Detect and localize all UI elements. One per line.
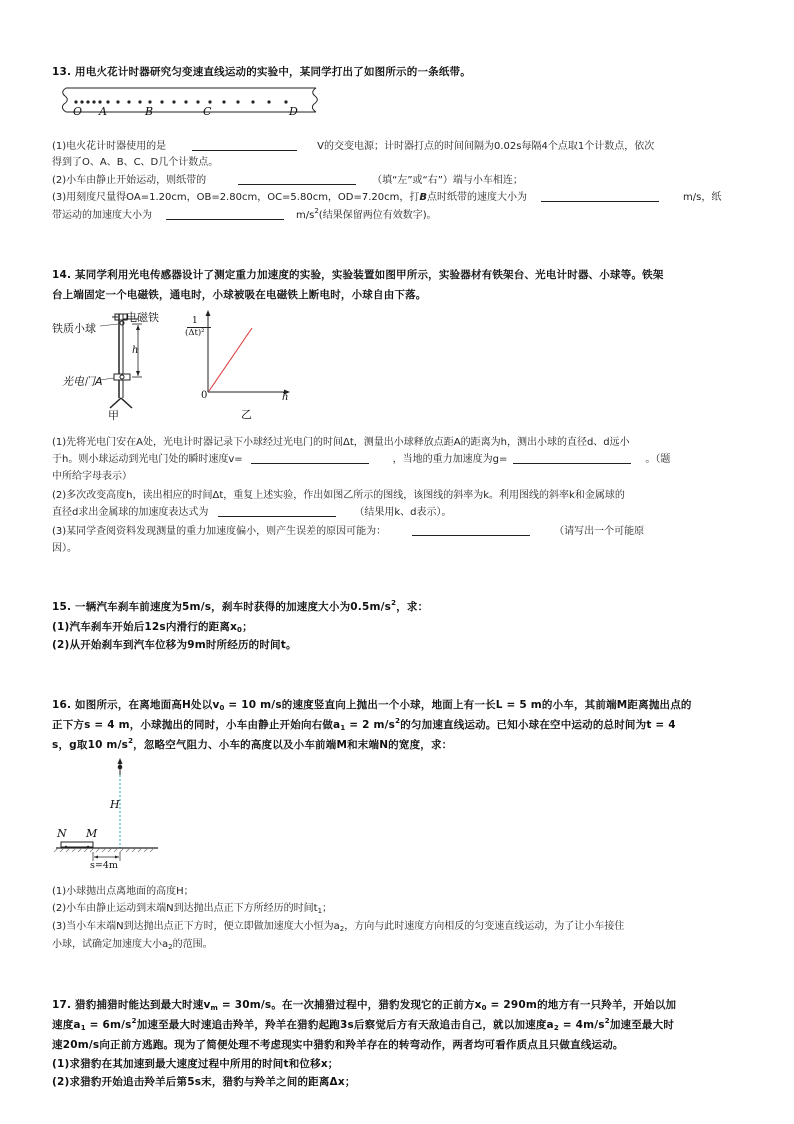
q16-line-2: 正下方s = 4 m，小球抛出的同时，小车由静止开始向右做$a_1 = 2$ $m/s^2$的匀加速直线运动。已知小球在空中运动的总时间为t = 4 <box>52 717 676 732</box>
graph-x-axis-label: h <box>282 392 289 403</box>
q13-line-4: (3)用刻度尺量得OA=1.20cm，OB=2.80cm，OC=5.80cm，OD=7.20cm，打B点时纸带的速度大小为 m/s，纸 <box>52 192 722 203</box>
q16-part-2: (2)小车由静止运动到末端N到达抛出点正下方所经历的时间$t_1$； <box>52 903 333 915</box>
distance-s-label: s=4m <box>90 860 118 871</box>
height-H-label: H <box>110 798 120 811</box>
q14-line-6: (3)某同学查阅资料发现测量的重力加速度偏小，则产生误差的原因可能为： （请写出一个可能原 <box>52 526 645 537</box>
figure-jia-label: 甲 <box>108 409 119 422</box>
q14-blank-velocity[interactable] <box>251 452 369 464</box>
tape-label-b: B <box>145 105 154 118</box>
q13-blank-acceleration[interactable] <box>166 208 284 220</box>
q17-line-1: 17. 猎豹捕猎时能达到最大时速$v_m = 30m/s$。在一次捕猎过程中，猎豹发现它的正前方$x_0 = 290m$的地方有一只羚羊，开始以加 <box>52 999 677 1012</box>
height-h-label: h <box>132 345 139 356</box>
electromagnet-label: 电磁铁 <box>126 311 159 324</box>
q13-blank-speed[interactable] <box>541 190 659 202</box>
q14-blank-reason[interactable] <box>412 524 530 536</box>
q14-title-1: 14. 某同学利用光电传感器设计了测定重力加速度的实验，实验装置如图甲所示，实验器材有铁架台、光电计时器、小球等。铁架 <box>52 269 664 281</box>
q13-title: 13. 用电火花计时器研究匀变速直线运动的实验中，某同学打出了如图所示的一条纸带。 <box>52 66 471 78</box>
q16-part-1: (1)小球抛出点离地面的高度H； <box>52 886 194 897</box>
q14-line-1: (1)先将光电门安在A处，光电计时器记录下小球经过光电门的时间Δt，测量出小球释放点距A的距离为h，测出小球的直径d、d远小 <box>52 437 630 448</box>
q13-blank-tape-end[interactable] <box>238 173 356 185</box>
q14-line-3: 中所给字母表示） <box>52 471 132 482</box>
q16-part-3: (3)当小车末端N到达抛出点正下方时，便立即做加速度大小恒为$a_2$，方向与此时速度方向相反的匀变速直线运动，为了让小车接住 <box>52 921 625 933</box>
figure-yi-label: 乙 <box>241 408 252 421</box>
graph-y-numerator: 1 <box>192 316 198 326</box>
cart-front-m-label: M <box>86 827 98 840</box>
q13-line-2: 得到了O、A、B、C、D几个计数点。 <box>52 157 219 168</box>
q14-line-2: 于h。则小球运动到光电门处的瞬时速度v= ，当地的重力加速度为g= 。（题 <box>52 454 671 465</box>
tape-label-o: O <box>73 105 83 118</box>
q16-line-3: s，g取10 $m/s^2$，忽略空气阻力、小车的高度以及小车前端M和末端N的宽度，求： <box>52 737 453 751</box>
q16-line-1: 16. 如图所示，在离地面高H处以$v_0 = 10$ m/s的速度竖直向上抛出一个小球，地面上有一长L = 5 m的小车，其前端M距离抛出点的 <box>52 699 692 712</box>
q13-line-1: (1)电火花计时器使用的是 V的交变电源；计时器打点的时间间隔为0.02s每隔4个点取1个计数点，依次 <box>52 141 655 152</box>
q14-blank-gravity[interactable] <box>513 452 631 464</box>
q17-line-2: 速度$a_1 = 6m/s^2$加速至最大时速追击羚羊，羚羊在猎豹起跑3s后察觉后方有天敌追击自己，就以加速度$a_2 = 4m/s^2$加速至最大时 <box>52 1017 675 1032</box>
q14-blank-expression[interactable] <box>218 505 336 517</box>
q15-part-1: (1)汽车刹车开始后12s内滑行的距离$x_0$； <box>52 621 253 634</box>
q13-line-3: (2)小车由静止开始运动，则纸带的 （填“左”或“右”）端与小车相连； <box>52 175 523 186</box>
q14-line-5: 直径d求出金属球的加速度表达式为 （结果用k、d表示）。 <box>52 507 452 518</box>
graph-y-denominator: (Δt)² <box>185 328 205 338</box>
tape-label-c: C <box>203 105 212 118</box>
q14-line-7: 因）。 <box>52 543 77 554</box>
tape-label-d: D <box>289 105 298 118</box>
q16-part-3-cont: 小球，试确定加速度大小$a_2$的范围。 <box>52 939 213 951</box>
photogate-label: 光电门A <box>62 375 103 388</box>
q14-title-2: 台上端固定一个电磁铁，通电时，小球被吸在电磁铁上断电时，小球自由下落。 <box>52 289 427 301</box>
iron-ball-label: 铁质小球 <box>52 322 96 335</box>
q15-title: 15. 一辆汽车刹车前速度为5m/s，刹车时获得的加速度大小为$0.5m/s^2$，求： <box>52 599 429 613</box>
q14-line-4: (2)多次改变高度h，读出相应的时间Δt，重复上述实验，作出如图乙所示的图线，该图线的斜率为k。利用图线的斜率k和金属球的 <box>52 490 625 501</box>
tape-label-a: A <box>99 105 107 118</box>
q13-line-5: 带运动的加速度大小为 $m/s^2$(结果保留两位有效数字)。 <box>52 207 437 221</box>
q17-part-2: (2)求猎豹开始追击羚羊后第5s末，猎豹与羚羊之间的距离Δx； <box>52 1076 356 1088</box>
q17-part-1: (1)求猎豹在其加速到最大速度过程中所用的时间t和位移x； <box>52 1058 339 1070</box>
graph-origin-label: 0 <box>201 390 208 401</box>
q16-cart-figure <box>52 755 162 865</box>
cart-end-n-label: N <box>57 827 67 840</box>
q17-line-3: 速20m/s向正前方逃跑。现为了简便处理不考虑现实中猎豹和羚羊存在的转弯动作，两者均可看作质点且只做直线运动。 <box>52 1039 624 1051</box>
q13-blank-voltage[interactable] <box>192 139 297 151</box>
q15-part-2: (2)从开始刹车到汽车位移为9m时所经历的时间t。 <box>52 639 297 651</box>
